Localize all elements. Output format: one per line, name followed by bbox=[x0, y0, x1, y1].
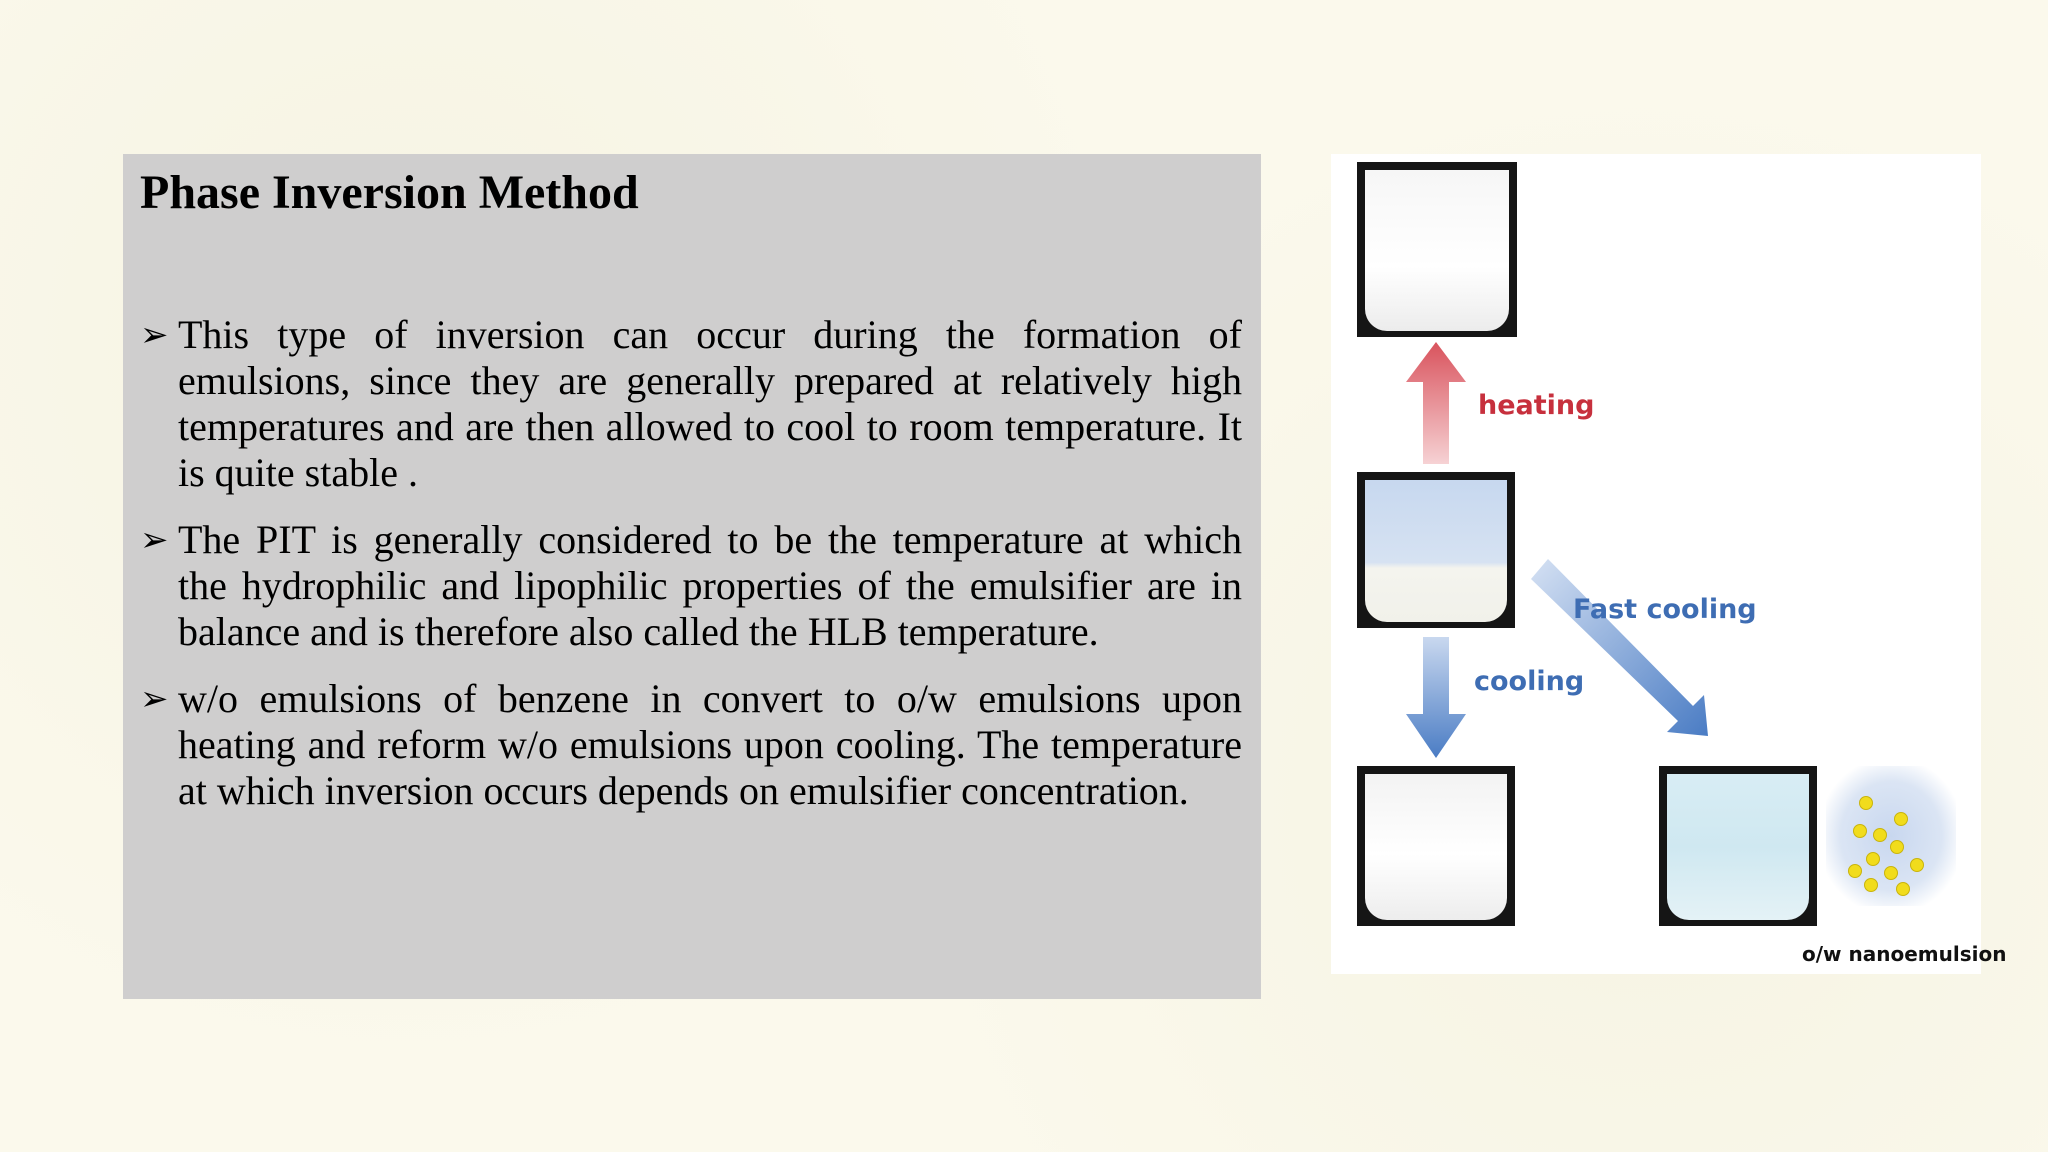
droplet bbox=[1859, 796, 1873, 810]
heating-label: heating bbox=[1478, 390, 1595, 421]
droplet bbox=[1864, 878, 1878, 892]
phase-inversion-figure bbox=[1331, 154, 2007, 974]
droplet bbox=[1910, 858, 1924, 872]
bullet-text: The PIT is generally considered to be the temperature at which the hydrophilic and lipophilic properties of the emulsifier are in balance and is therefore also called the HLB temperature. bbox=[178, 517, 1242, 654]
cooling-label: cooling bbox=[1474, 666, 1585, 697]
droplet bbox=[1866, 852, 1880, 866]
bullet-list bbox=[140, 312, 1242, 835]
cooling-arrow-icon bbox=[1406, 637, 1466, 758]
bullet-text: w/o emulsions of benzene in convert to o/w emulsions upon heating and reform w/o emulsions upon cooling. The temperature at which inversion occurs depends on emulsifier concentration. bbox=[178, 676, 1242, 813]
bullet-text: This type of inversion can occur during the formation of emulsions, since they are generally prepared at relatively high temperatures and are then allowed to cool to room temperature. It is quite stable . bbox=[178, 312, 1242, 495]
droplet bbox=[1894, 812, 1908, 826]
text-panel bbox=[123, 154, 1261, 999]
nanoemulsion-label: o/w nanoemulsion bbox=[1802, 942, 2007, 966]
bullet-item bbox=[140, 312, 1242, 496]
droplet bbox=[1853, 824, 1867, 838]
droplet bbox=[1848, 864, 1862, 878]
arrow-bullet-icon: ➢ bbox=[140, 679, 169, 719]
arrow-bullet-icon: ➢ bbox=[140, 315, 169, 355]
slide-title: Phase Inversion Method bbox=[140, 166, 639, 219]
droplet bbox=[1873, 828, 1887, 842]
bullet-item bbox=[140, 676, 1242, 814]
fast-cooling-arrow-icon bbox=[1531, 559, 1708, 736]
droplet bbox=[1896, 882, 1910, 896]
fast-cooling-label: Fast cooling bbox=[1573, 594, 1757, 625]
nanoemulsion-droplets-icon bbox=[1826, 766, 1956, 906]
arrow-bullet-icon: ➢ bbox=[140, 520, 169, 560]
bullet-item bbox=[140, 517, 1242, 655]
droplet bbox=[1884, 866, 1898, 880]
droplet bbox=[1890, 840, 1904, 854]
heating-arrow-icon bbox=[1406, 342, 1466, 464]
